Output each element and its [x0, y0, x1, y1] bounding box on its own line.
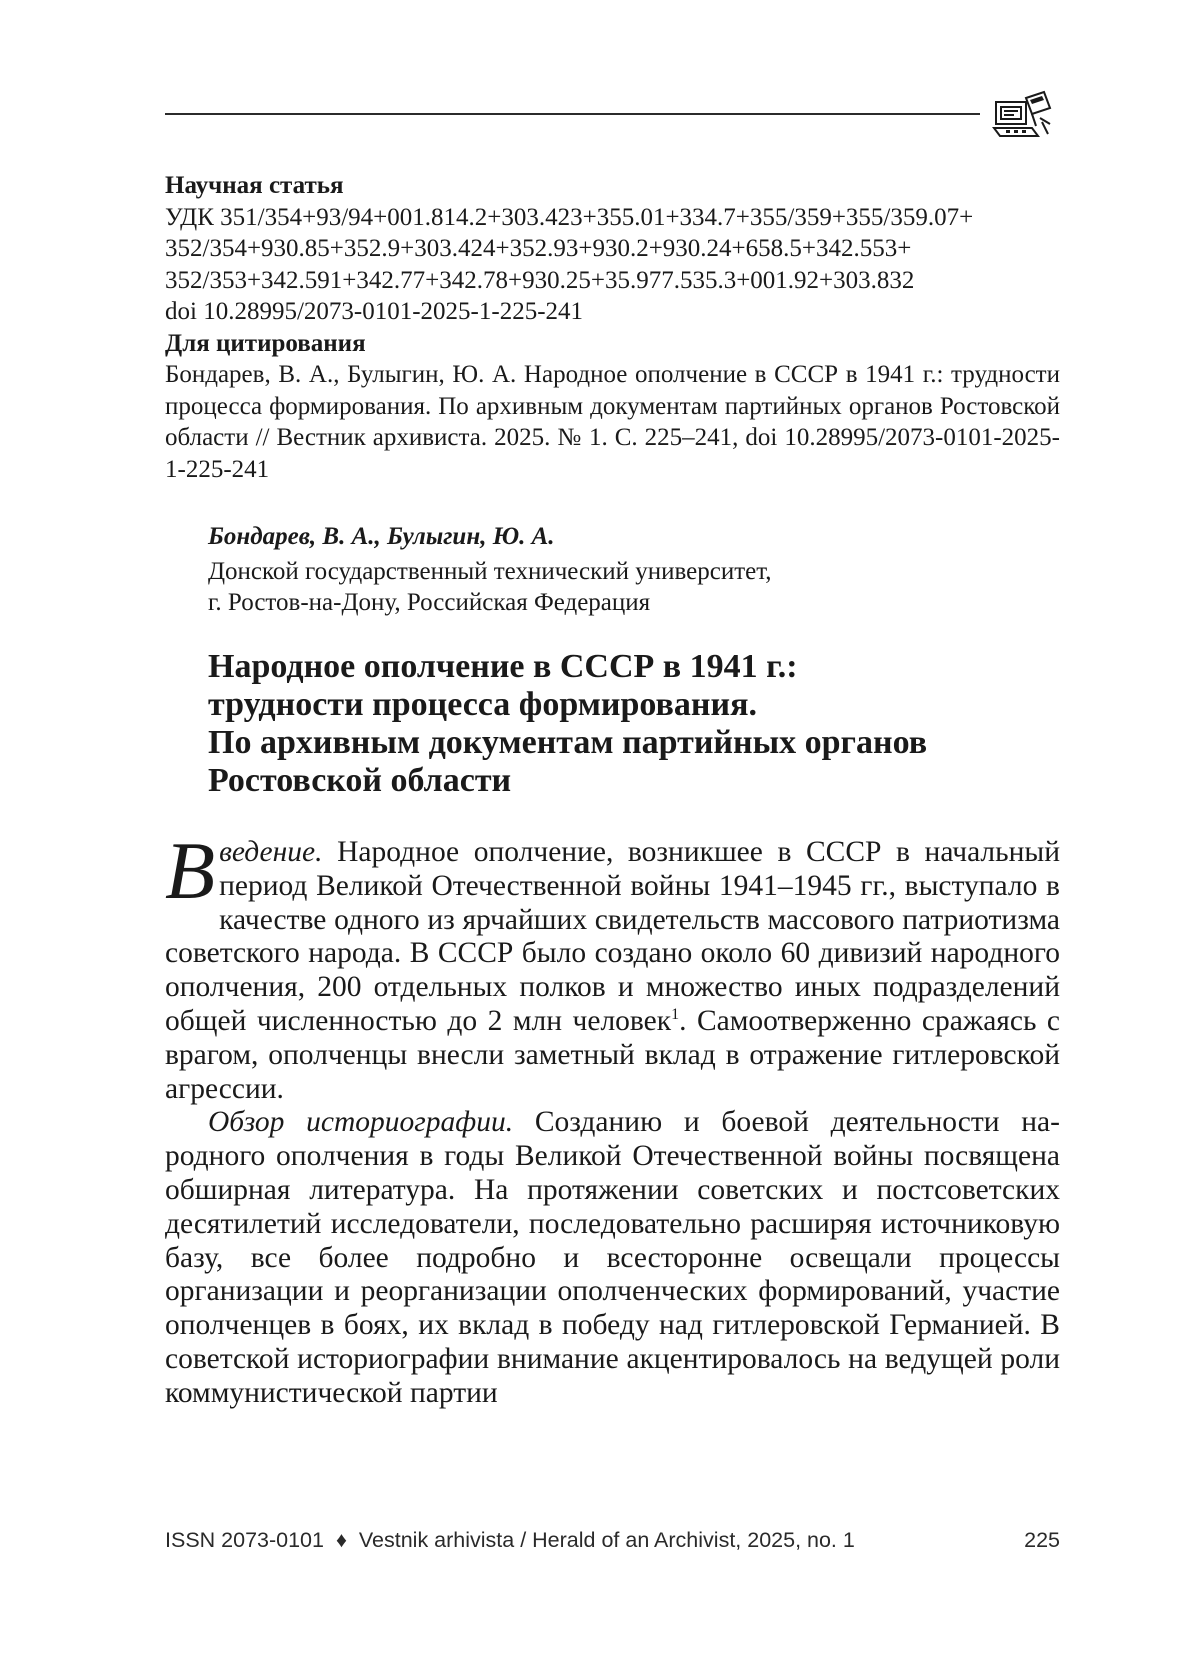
title-line: трудности процесса формирования.: [208, 686, 757, 723]
issn: ISSN 2073-0101: [165, 1528, 324, 1552]
paragraph-text: Народное ополчение, возникшее в СССР в начальный период Великой Отечественной войны 1941–1945 гг., выступало в качестве одного из ярчайших свидетельств массового патриотизма советского народа. В СССР было создано около 60 дивизий народного ополчения, 200 отдельных полков и множество иных подразделений общей численностью до 2 млн человек: [165, 836, 1060, 1037]
section-heading-historiography: Обзор историографии.: [208, 1106, 514, 1139]
udk-line: УДК 351/354+93/94+001.814.2+303.423+355.01+334.7+355/359+355/359.07+: [165, 203, 974, 231]
section-heading-introduction: ведение.: [219, 836, 323, 868]
paragraph-text: Созданию и боевой деятельности народного ополчения в годы Великой Отечественной войны посвящена обширная литература. На протяжении советских и постсоветских десятилетий исследователи, последовательно расширяя источниковую базу, все более подробно и всесторонне освещали процессы организации и реорганизации ополченческих формирований, участие ополченцев в боях, их вклад в победу над гитлеровской Германией. В советской историографии внимание акцентировалось на ведущей роли коммунистической партии: [165, 1106, 1060, 1409]
journal-line: [165, 1528, 855, 1553]
paragraph-text: . Самоотверженно сражаясь с врагом, ополченцы внесли заметный вклад в отражение гитлеровской агрессии.: [165, 1004, 1060, 1105]
diamond-icon: ♦: [335, 1528, 347, 1552]
title-line: Ростовской области: [208, 762, 512, 799]
header-rule: [165, 113, 980, 115]
citation-text: Бондарев, В. А., Булыгин, Ю. А. Народное ополчение в СССР в 1941 г.: трудности процесса формирования. По архивным документам партийных органов Ростовской области // Вестник архивиста. 2025. № 1. С. 225–241, doi 10.28995/2073-0101-2025-1-225-241: [165, 361, 1060, 483]
udk-line: 352/354+930.85+352.9+303.424+352.93+930.2+930.24+658.5+342.553+: [165, 235, 912, 262]
paragraph-introduction: [165, 825, 1060, 1106]
author-names: Бондарев, В. А., Булыгин, Ю. А.: [208, 523, 555, 550]
title-line: Народное ополчение в СССР в 1941 г.:: [208, 648, 798, 685]
affiliation-location: г. Ростов-на-Дону, Российская Федерация: [208, 589, 651, 616]
doi: doi 10.28995/2073-0101-2025-1-225-241: [165, 298, 584, 325]
article-title: [208, 648, 1060, 800]
udk-line: 352/353+342.591+342.77+342.78+930.25+35.977.535.3+001.92+303.832: [165, 266, 915, 294]
drop-cap: В: [165, 825, 216, 916]
page-number: 225: [1024, 1528, 1060, 1552]
archivist-desk-logo-icon: [992, 88, 1054, 144]
affiliation: Донской государственный технический университет,: [208, 557, 772, 585]
article-metadata: [165, 170, 1060, 485]
footnote-marker[interactable]: 1: [671, 1006, 680, 1024]
title-line: По архивным документам партийных органов: [208, 724, 928, 761]
paragraph-historiography: [165, 1106, 1060, 1410]
article-body: [165, 825, 1060, 1411]
journal-name: Vestnik arhivista / Herald of an Archivist, 2025, no. 1: [358, 1528, 855, 1552]
author-block: [208, 521, 1060, 619]
citation-label: Для цитирования: [165, 329, 366, 357]
article-type: Научная статья: [165, 172, 344, 199]
